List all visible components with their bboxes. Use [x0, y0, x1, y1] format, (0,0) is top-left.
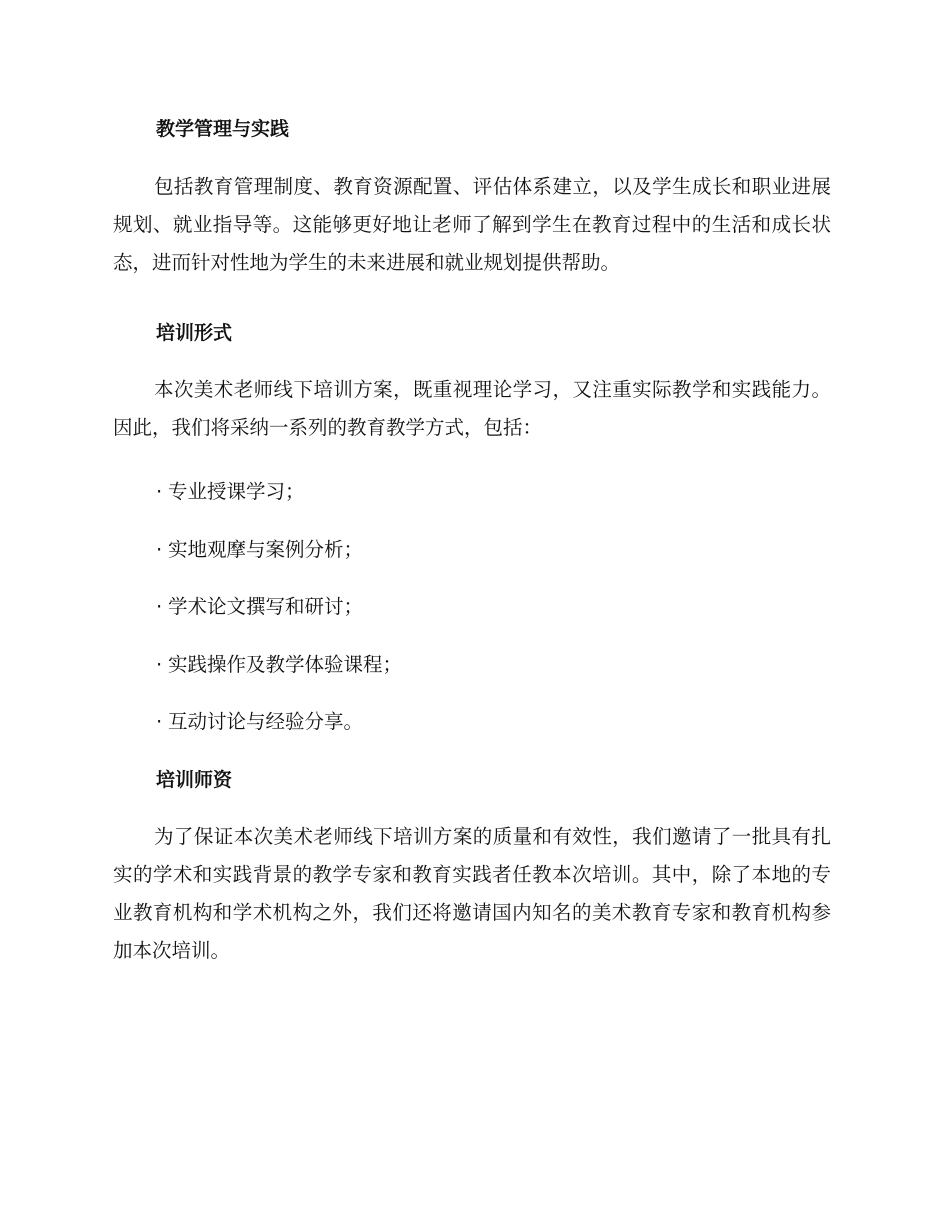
- section-paragraph-teaching-management: 包括教育管理制度、教育资源配置、评估体系建立，以及学生成长和职业进展规划、就业指导等。这能够更好地让老师了解到学生在教育过程中的生活和成长状态，进而针对性地为学生的未来进展和就业规划提供帮助。: [113, 175, 831, 274]
- bullet-marker: ·: [156, 653, 163, 676]
- section-heading-teaching-management: 教学管理与实践: [156, 118, 290, 140]
- bullet-item: [156, 652, 402, 678]
- bullet-item: [156, 537, 363, 563]
- bullet-item: [156, 479, 305, 505]
- section-heading-training-format: 培训形式: [156, 322, 233, 344]
- bullet-text: 学术论文撰写和研讨；: [168, 595, 364, 618]
- bullet-item: [156, 594, 363, 620]
- bullet-text: 专业授课学习；: [168, 480, 305, 503]
- bullet-marker: ·: [156, 480, 163, 503]
- bullet-text: 实践操作及教学体验课程；: [168, 653, 403, 676]
- bullet-text: 实地观摩与案例分析；: [168, 538, 364, 561]
- bullet-marker: ·: [156, 595, 163, 618]
- section-paragraph-training-faculty: 为了保证本次美术老师线下培训方案的质量和有效性，我们邀请了一批具有扎实的学术和实践背景的教学专家和教育实践者任教本次培训。其中，除了本地的专业教育机构和学术机构之外，我们还将邀请国内知名的美术教育专家和教育机构参加本次培训。: [113, 825, 831, 962]
- bullet-marker: ·: [156, 710, 163, 733]
- bullet-text: 互动讨论与经验分享。: [168, 710, 364, 733]
- bullet-marker: ·: [156, 538, 163, 561]
- section-paragraph-training-format: 本次美术老师线下培训方案，既重视理论学习，又注重实际教学和实践能力。因此，我们将采纳一系列的教育教学方式，包括：: [113, 378, 831, 439]
- section-heading-training-faculty: 培训师资: [156, 769, 233, 791]
- bullet-item: [156, 709, 363, 735]
